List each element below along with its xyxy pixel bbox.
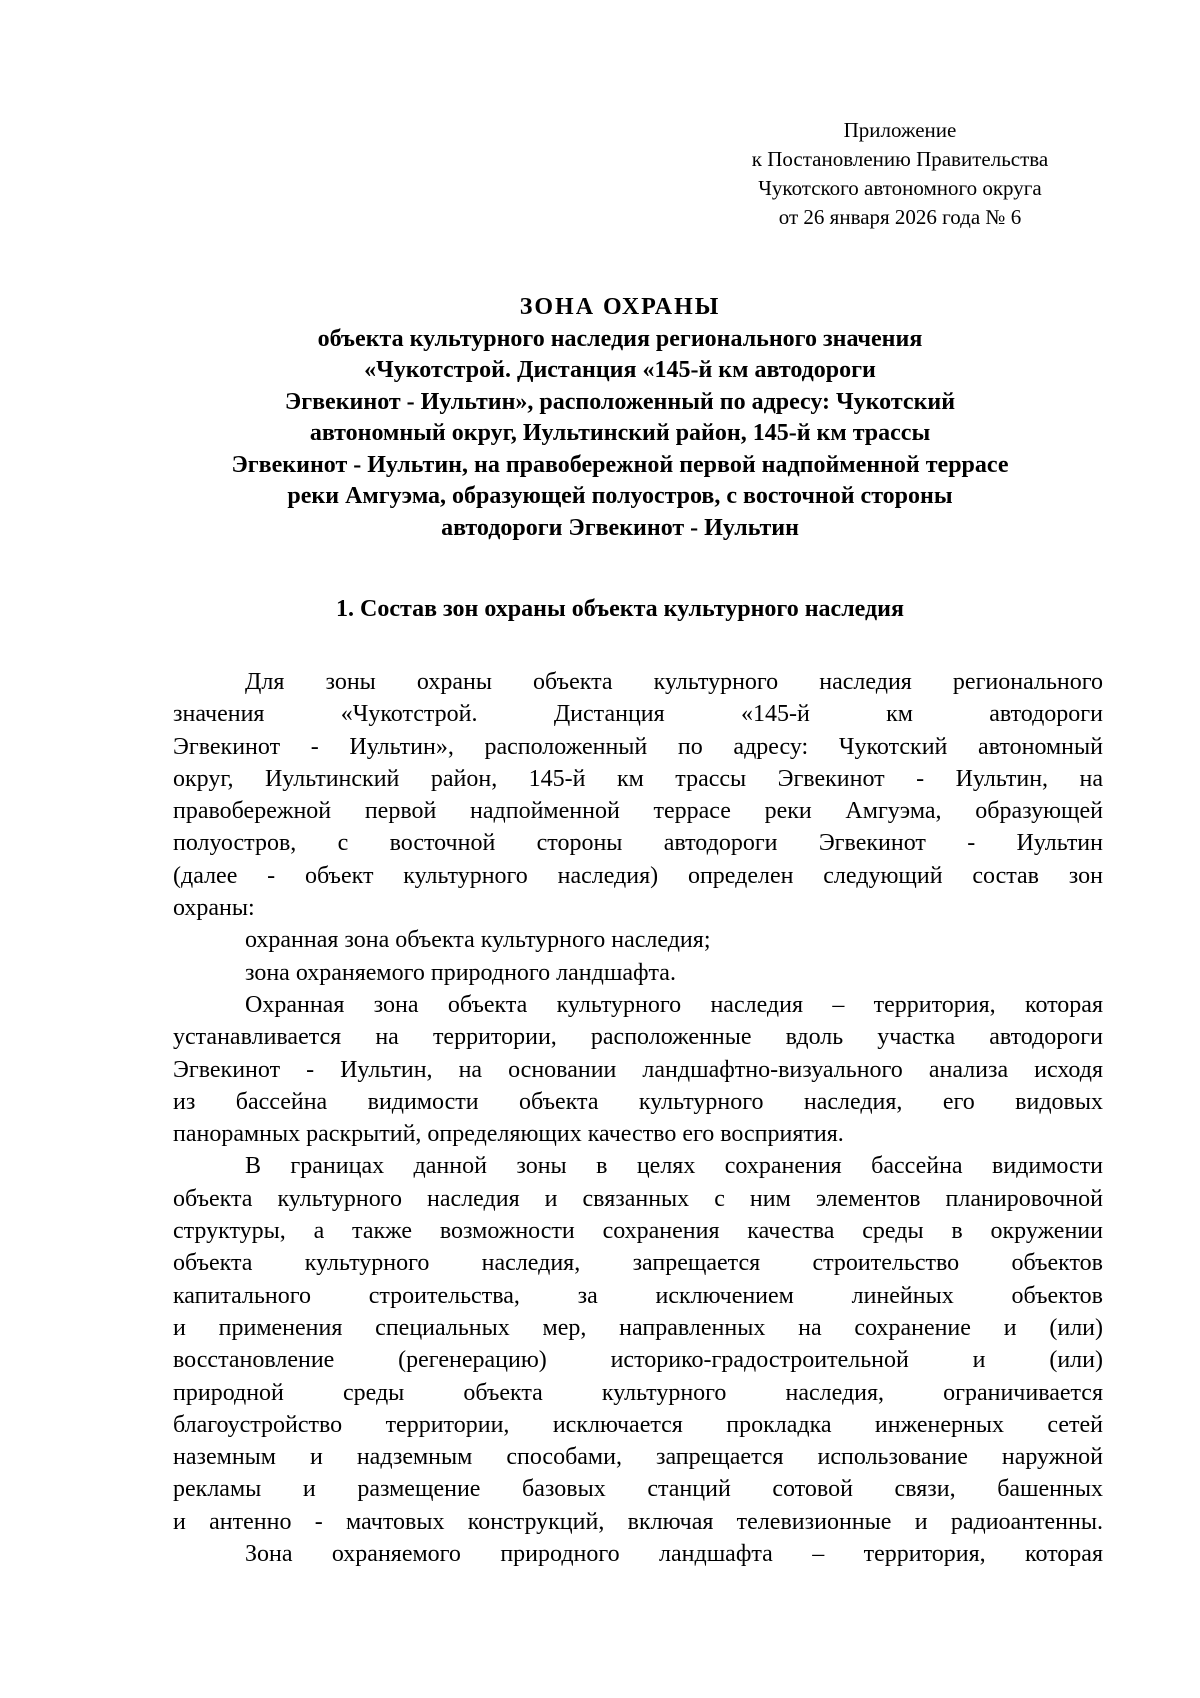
list-item: охранная зона объекта культурного наследия; [245,927,711,954]
body-line: структуры, а также возможности сохранения качества среды в окружении [173,1218,1103,1245]
body-line: из бассейна видимости объекта культурного наследия, его видовых [173,1088,1103,1115]
body-line: устанавливается на территории, расположенные вдоль участка автодороги [173,1024,1103,1051]
body-line: рекламы и размещение базовых станций сотовой связи, башенных [173,1476,1103,1503]
body-line: правобережной первой надпойменной террасе реки Амгуэма, образующей [173,798,1103,825]
title-line: автономный округ, Иультинский район, 145-й км трассы [309,420,931,446]
body-line: наземным и надземным способами, запрещается использование наружной [173,1444,1103,1471]
list-item: зона охраняемого природного ландшафта. [245,959,676,986]
appendix-line: Чукотского автономного округа [758,176,1042,200]
body-line: капитального строительства, за исключением линейных объектов [173,1282,1103,1309]
title-line: Эгвекинот - Иультин», расположенный по адресу: Чукотский [284,388,956,415]
appendix-header [720,116,1080,232]
title-line: Эгвекинот - Иультин, на правобережной первой надпойменной террасе [231,451,1009,478]
body-line: В границах данной зоны в целях сохранения бассейна видимости [245,1153,1103,1180]
body-line: округ, Иультинский район, 145-й км трассы Эгвекинот - Иультин, на [173,765,1103,792]
body-line: благоустройство территории, исключается прокладка инженерных сетей [173,1411,1103,1438]
body-line: полуостров, с восточной стороны автодороги Эгвекинот - Иультин [173,830,1103,857]
body-line: охраны: [173,895,255,922]
body-line: объекта культурного наследия и связанных с ним элементов планировочной [173,1185,1103,1212]
body-line: Для зоны охраны объекта культурного наследия регионального [245,669,1103,695]
body-line: Эгвекинот - Иультин, на основании ландшафтно-визуального анализа исходя [173,1056,1103,1083]
section-heading: 1. Состав зон охраны объекта культурного наследия [336,596,904,622]
appendix-line: Приложение [843,118,957,142]
title-line: реки Амгуэма, образующей полуостров, с восточной стороны [287,483,953,509]
title-line: «Чукотстрой. Дистанция «145-й км автодороги [364,357,876,383]
body-line: и антенно - мачтовых конструкций, включая телевизионные и радиоантенны. [173,1508,1103,1535]
body-line: природной среды объекта культурного наследия, ограничивается [173,1379,1103,1406]
body-line: Эгвекинот - Иультин», расположенный по адресу: Чукотский автономный [173,733,1103,760]
title-line: автодороги Эгвекинот - Иультин [441,514,799,541]
body-line: и применения специальных мер, направленных на сохранение и (или) [173,1314,1103,1341]
appendix-line: от 26 января 2026 года № 6 [778,205,1022,229]
appendix-line: к Постановлению Правительства [751,147,1049,171]
body-text [173,666,1103,1570]
body-line: Зона охраняемого природного ландшафта – территория, которая [245,1541,1103,1568]
document-title [160,292,1080,544]
title-main: ЗОНА ОХРАНЫ [519,294,721,320]
body-line: объекта культурного наследия, запрещается строительство объектов [173,1250,1103,1277]
body-line: восстановление (регенерацию) историко-градостроительной и (или) [173,1347,1103,1374]
title-line: объекта культурного наследия регионального значения [317,325,923,352]
body-line: значения «Чукотстрой. Дистанция «145-й км автодороги [173,701,1103,728]
body-line: (далее - объект культурного наследия) определен следующий состав зон [173,862,1103,889]
body-line: панорамных раскрытий, определяющих качество его восприятия. [173,1121,844,1148]
body-line: Охранная зона объекта культурного наследия – территория, которая [245,991,1103,1018]
